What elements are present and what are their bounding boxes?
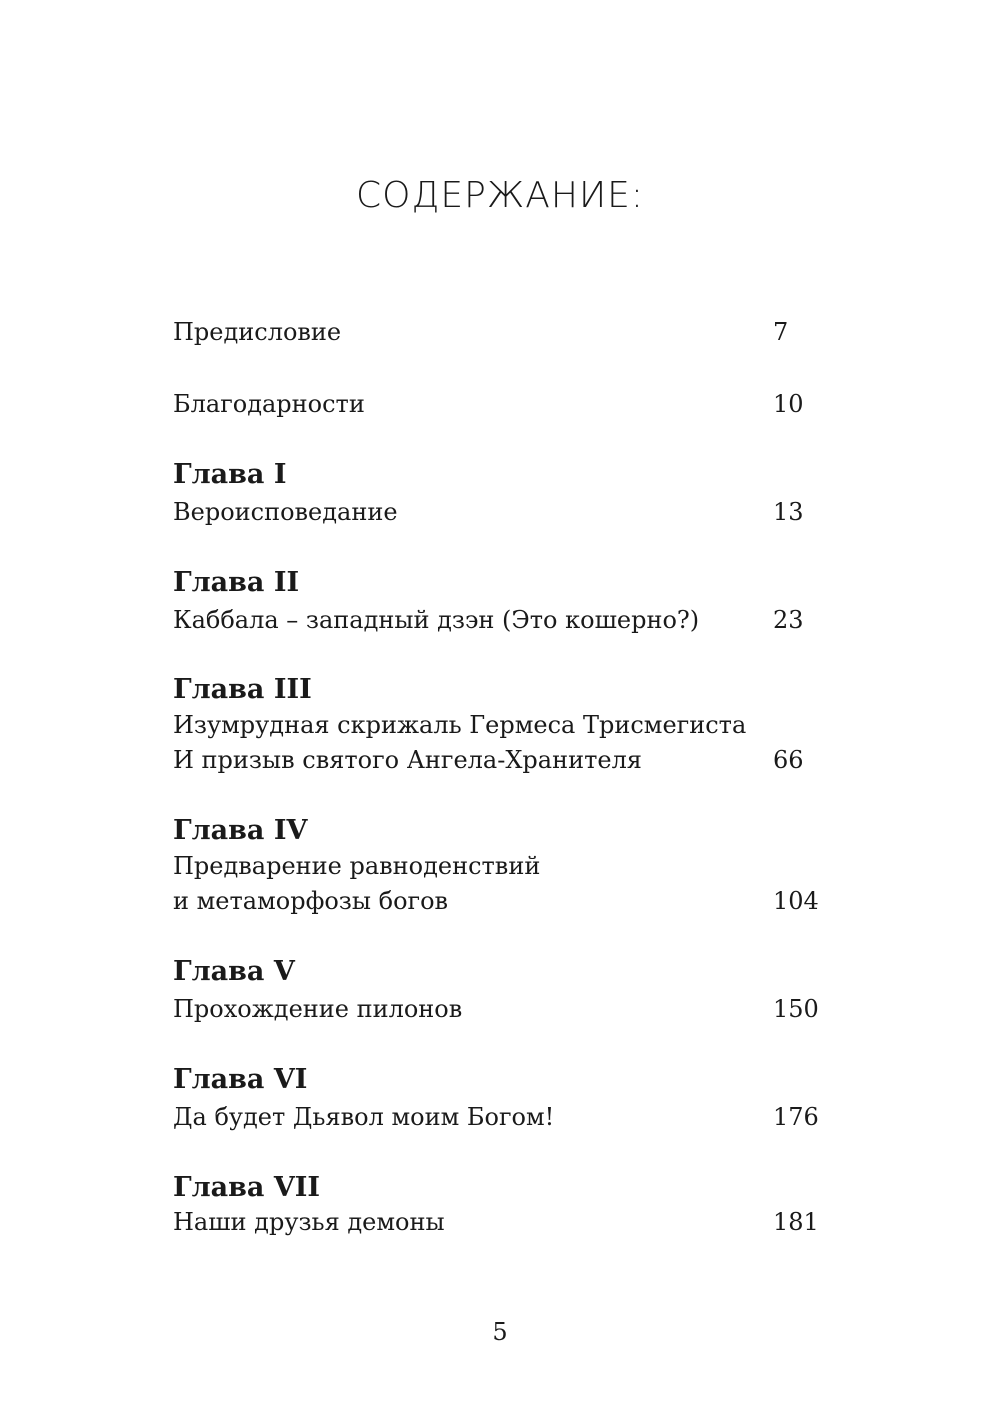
toc-entry-chapter-1 xyxy=(173,494,823,530)
toc-entry-title: Вероисповедание xyxy=(173,498,398,526)
chapter-heading: Глава I xyxy=(173,459,287,490)
chapter-heading: Глава V xyxy=(173,956,295,987)
toc-page-number: 13 xyxy=(773,498,804,526)
toc-page-number: 150 xyxy=(773,995,819,1023)
toc-entry-title: Предисловие xyxy=(173,318,342,346)
toc-entry-chapter-3-line-1 xyxy=(173,707,823,743)
chapter-heading: Глава II xyxy=(173,567,300,598)
chapter-heading: Глава VII xyxy=(173,1172,321,1203)
toc-entry-chapter-3-line-2 xyxy=(173,742,823,778)
page-number-footer: 5 xyxy=(492,1318,508,1346)
toc-entry-chapter-7 xyxy=(173,1204,823,1240)
toc-entry-title: Благодарности xyxy=(173,390,365,418)
toc-entry-title: И призыв святого Ангела-Хранителя xyxy=(173,746,642,774)
toc-entry-title: и метаморфозы богов xyxy=(173,887,449,915)
toc-page-number: 176 xyxy=(773,1103,819,1131)
toc-entry-chapter-6 xyxy=(173,1099,823,1135)
toc-page-number: 181 xyxy=(773,1208,819,1236)
toc-entry-title: Каббала – западный дзэн (Это кошерно?) xyxy=(173,606,700,634)
toc-entry-title: Прохождение пилонов xyxy=(173,995,463,1023)
toc-entry-chapter-4-line-1 xyxy=(173,848,823,884)
toc-entry-title: Предварение равноденствий xyxy=(173,852,541,880)
toc-entry-acknowledgements xyxy=(173,386,823,422)
chapter-heading: Глава III xyxy=(173,674,312,705)
page-title: СОДЕРЖАНИЕ: xyxy=(355,175,645,216)
toc-page-number: 104 xyxy=(773,887,819,915)
toc-page-number: 10 xyxy=(773,390,804,418)
toc-page-number: 23 xyxy=(773,606,804,634)
toc-entry-chapter-4-line-2 xyxy=(173,883,823,919)
toc-entry-preface xyxy=(173,314,823,350)
toc-entry-title: Наши друзья демоны xyxy=(173,1208,445,1236)
toc-entry-title: Да будет Дьявол моим Богом! xyxy=(173,1103,555,1131)
toc-page-number: 7 xyxy=(773,318,789,346)
toc-entry-title: Изумрудная скрижаль Гермеса Трисмегиста xyxy=(173,711,747,739)
chapter-heading: Глава IV xyxy=(173,815,308,846)
chapter-heading: Глава VI xyxy=(173,1064,308,1095)
toc-page-number: 66 xyxy=(773,746,804,774)
toc-entry-chapter-5 xyxy=(173,991,823,1027)
toc-entry-chapter-2 xyxy=(173,602,823,638)
